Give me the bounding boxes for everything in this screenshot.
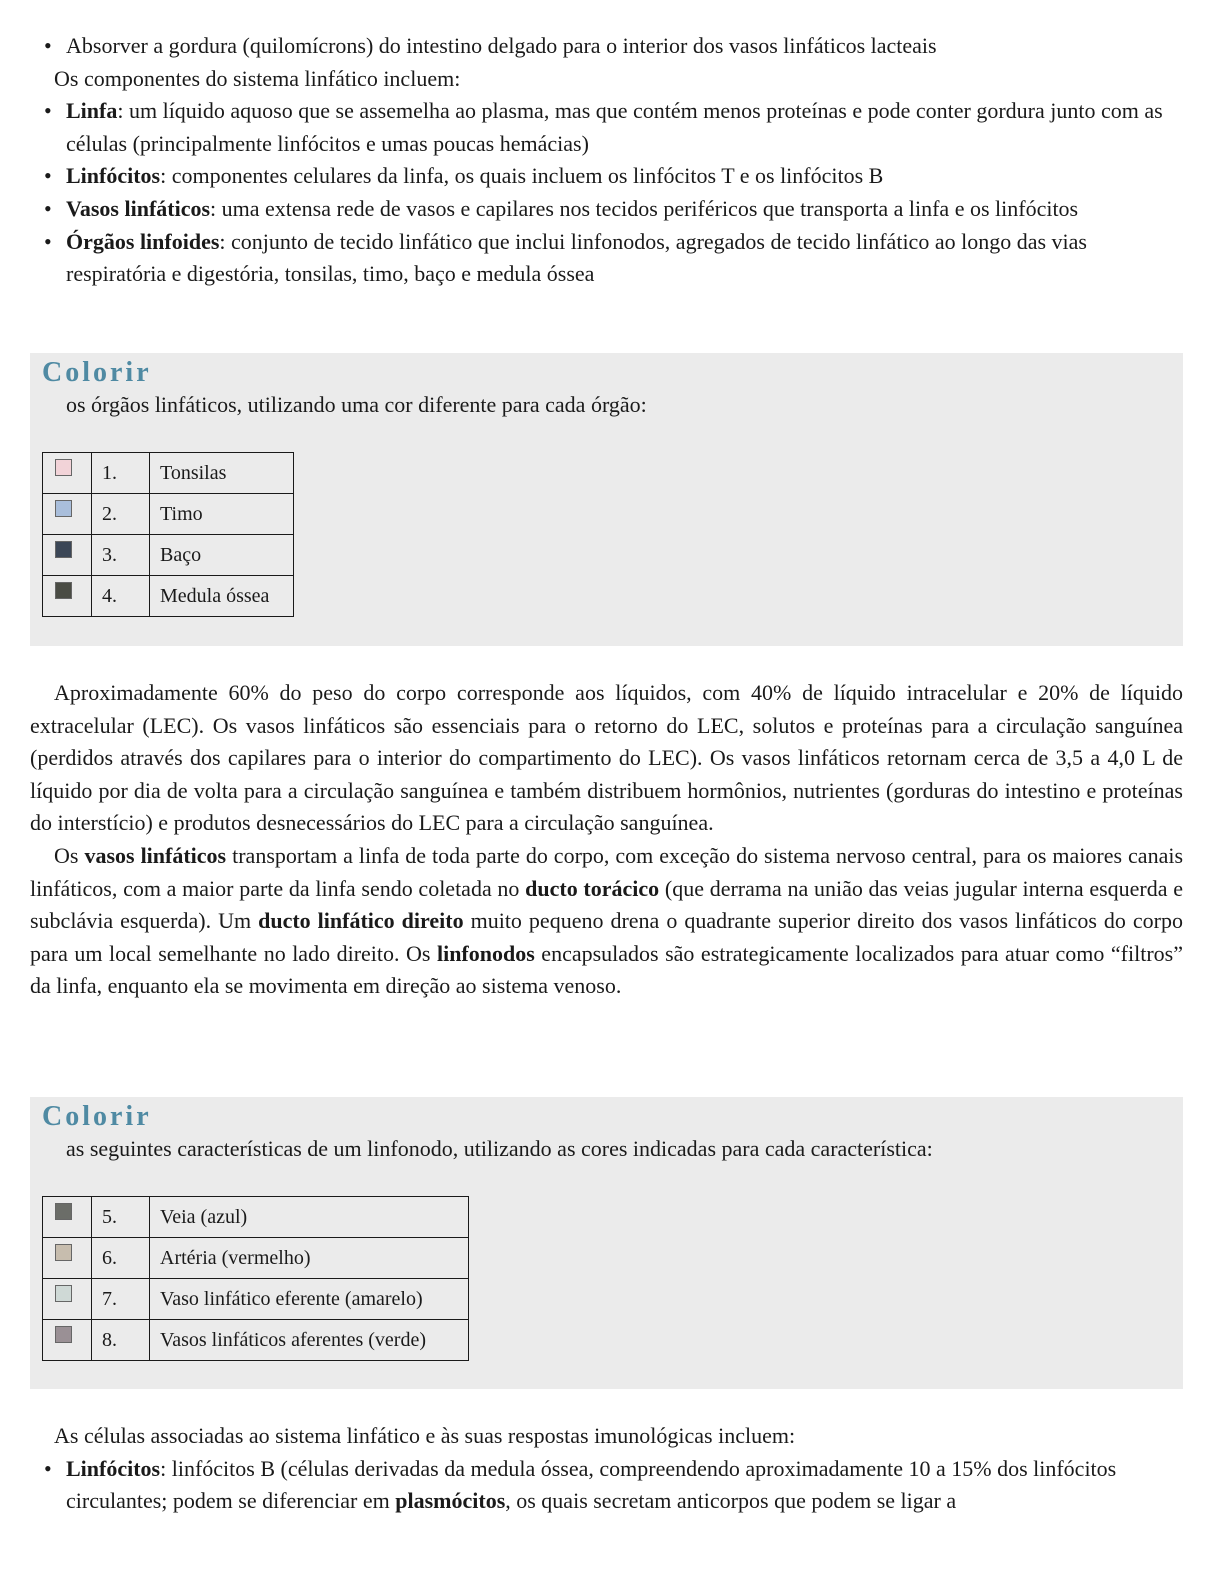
body-text <box>30 677 1183 1003</box>
color-key-row <box>43 1238 469 1279</box>
color-key-row <box>43 494 294 535</box>
key-label: Medula óssea <box>150 576 294 617</box>
bullet-vasos: • Vasos linfáticos: uma extensa rede de vasos e capilares nos tecidos periféricos que transporta a linfa e os linfócitos <box>30 193 1183 226</box>
color-key-table <box>42 452 294 617</box>
paragraph-lymph-vessels: Os vasos linfáticos transportam a linfa de toda parte do corpo, com exceção do sistema nervoso central, para os maiores canais linfáticos, com a maior parte da linfa sendo coletada no ducto torácico (que derrama na união das veias jugular interna esquerda e subclávia esquerda). Um ducto linfático direito muito pequeno drena o quadrante superior direito dos vasos linfáticos do corpo para um local semelhante no lado direito. Os linfonodos encapsulados são estrategicamente localizados para atuar como “filtros” da linfa, enquanto ela se movimenta em direção ao sistema venoso. <box>30 842 1184 999</box>
key-label: Timo <box>150 494 294 535</box>
color-swatch[interactable] <box>55 500 72 517</box>
bullet-orgaos: • Órgãos linfoides: conjunto de tecido linfático que inclui linfonodos, agregados de tecido linfático ao longo das vias respiratória e digestória, tonsilas, timo, baço e medula óssea <box>30 226 1183 291</box>
key-number: 5. <box>92 1197 150 1238</box>
color-key-row <box>43 1320 469 1361</box>
key-label: Tonsilas <box>150 453 294 494</box>
bullet-linfocitos: • Linfócitos: componentes celulares da linfa, os quais incluem os linfócitos T e os linfócitos B <box>30 160 1183 193</box>
color-panel-instruction: as seguintes características de um linfonodo, utilizando as cores indicadas para cada característica: <box>66 1136 933 1161</box>
color-key-row <box>43 535 294 576</box>
paragraph-fluids: Aproximadamente 60% do peso do corpo corresponde aos líquidos, com 40% de líquido intracelular e 20% de líquido extracelular (LEC). Os vasos linfáticos são essenciais para o retorno do LEC, solutos e proteínas para a circulação sanguínea (perdidos através dos capilares para o interior do compartimento do LEC). Os vasos linfáticos retornam cerca de 3,5 a 4,0 L de líquido por dia de volta para a circulação sanguínea e também distribuem hormônios, nutrientes (gorduras do intestino e proteínas do interstício) e produtos desnecessários do LEC para a circulação sanguínea. <box>30 680 1183 836</box>
key-number: 1. <box>92 453 150 494</box>
key-number: 6. <box>92 1238 150 1279</box>
key-label: Artéria (vermelho) <box>150 1238 469 1279</box>
color-panel-title: Colorir <box>42 357 152 388</box>
color-panel-title: Colorir <box>42 1101 152 1132</box>
color-panel-organs <box>30 353 1183 646</box>
cells-intro: As células associadas ao sistema linfático e às suas respostas imunológicas incluem: <box>54 1423 796 1448</box>
bullet-cells-linfocitos: • Linfócitos: linfócitos B (células derivadas da medula óssea, compreendendo aproximadamente 10 a 15% dos linfócitos circulantes; podem se diferenciar em plasmócitos, os quais secretam anticorpos que podem se ligar a <box>30 1453 1183 1518</box>
key-number: 4. <box>92 576 150 617</box>
key-number: 7. <box>92 1279 150 1320</box>
key-label: Vasos linfáticos aferentes (verde) <box>150 1320 469 1361</box>
key-number: 8. <box>92 1320 150 1361</box>
color-swatch[interactable] <box>55 582 72 599</box>
components-intro: Os componentes do sistema linfático incluem: <box>54 65 461 91</box>
components-section <box>30 30 1183 291</box>
color-key-row <box>43 576 294 617</box>
color-swatch[interactable] <box>55 1244 72 1261</box>
key-label: Veia (azul) <box>150 1197 469 1238</box>
color-key-row <box>43 1279 469 1320</box>
color-key-table <box>42 1196 469 1361</box>
key-label: Baço <box>150 535 294 576</box>
color-swatch[interactable] <box>55 541 72 558</box>
key-number: 3. <box>92 535 150 576</box>
color-swatch[interactable] <box>55 1203 72 1220</box>
color-panel-lymph-node <box>30 1097 1183 1389</box>
bullet-linfa: • Linfa: um líquido aquoso que se assemelha ao plasma, mas que contém menos proteínas e pode conter gordura junto com as células (principalmente linfócitos e umas poucas hemácias) <box>30 95 1183 160</box>
color-key-row <box>43 453 294 494</box>
color-panel-instruction: os órgãos linfáticos, utilizando uma cor diferente para cada órgão: <box>66 392 647 417</box>
key-number: 2. <box>92 494 150 535</box>
color-key-row <box>43 1197 469 1238</box>
color-swatch[interactable] <box>55 459 72 476</box>
cells-section <box>30 1420 1183 1518</box>
key-label: Vaso linfático eferente (amarelo) <box>150 1279 469 1320</box>
color-swatch[interactable] <box>55 1326 72 1343</box>
color-swatch[interactable] <box>55 1285 72 1302</box>
bullet-absorb: • Absorver a gordura (quilomícrons) do intestino delgado para o interior dos vasos linfáticos lacteais <box>30 30 1183 63</box>
